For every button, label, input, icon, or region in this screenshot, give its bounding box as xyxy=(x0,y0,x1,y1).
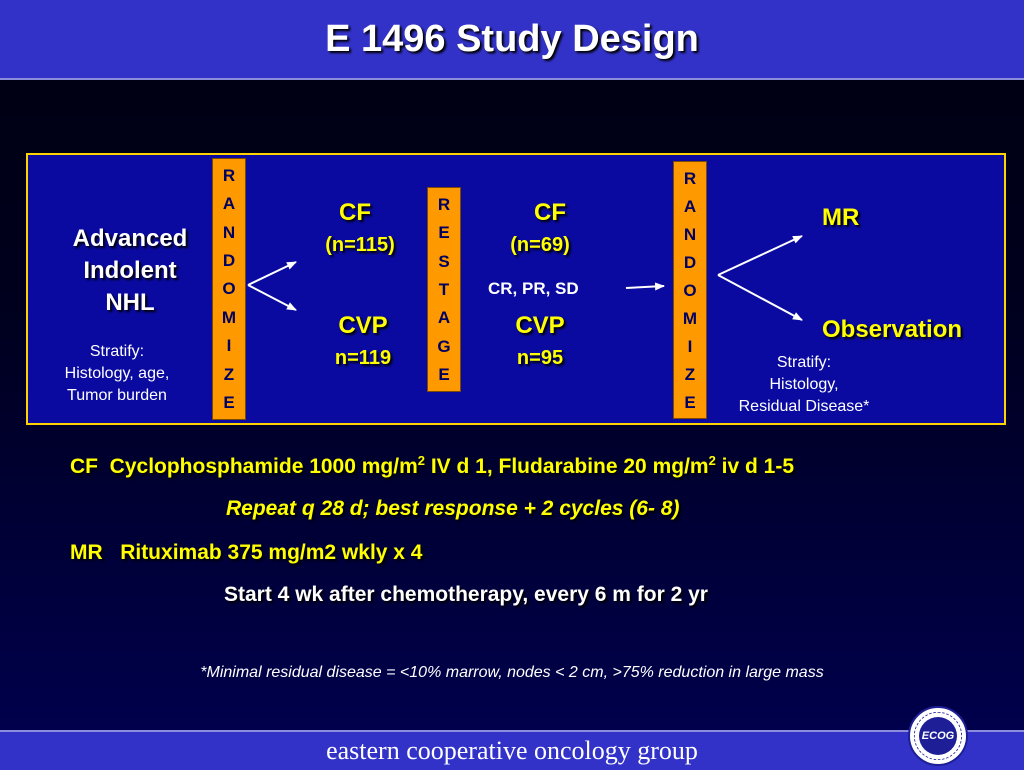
arm-name: CVP xyxy=(515,312,565,339)
slide-title: E 1496 Study Design xyxy=(325,17,699,60)
mr-text: Rituximab 375 mg/m2 wkly x 4 xyxy=(120,541,423,564)
logo-text: ECOG xyxy=(921,730,955,742)
ecog-logo xyxy=(908,706,968,766)
arm2-cvp-n xyxy=(485,345,595,371)
arm1-cf-n xyxy=(300,232,420,258)
arm2-cf xyxy=(495,199,605,227)
cf-text-a: Cyclophosphamide 1000 mg/m xyxy=(109,455,418,478)
letter: I xyxy=(687,336,693,356)
arm-n: n=119 xyxy=(334,347,392,369)
logo-ring xyxy=(914,712,962,760)
arm-name: CF xyxy=(339,199,371,226)
footnote: *Minimal residual disease = <10% marrow, nodes < 2 cm, >75% reduction in large mass xyxy=(200,664,824,681)
restage-box xyxy=(427,187,461,392)
stratify-left xyxy=(42,341,192,407)
letter: N xyxy=(683,224,697,244)
arm-n: (n=115) xyxy=(325,234,395,256)
letter: O xyxy=(222,279,236,299)
title-bar xyxy=(0,0,1024,80)
stratify-line: Tumor burden xyxy=(67,387,167,404)
cf-definition xyxy=(70,453,794,479)
letter: G xyxy=(437,336,451,356)
letter: R xyxy=(222,165,236,185)
repeat-note: Repeat q 28 d; best response + 2 cycles (6- 8) xyxy=(226,497,680,520)
letter: R xyxy=(683,168,697,188)
arm-name: CF xyxy=(534,199,566,226)
letter: D xyxy=(222,251,236,271)
letter: E xyxy=(684,392,696,412)
letter: R xyxy=(437,194,451,214)
start-note: Start 4 wk after chemotherapy, every 6 m for 2 yr xyxy=(224,583,708,606)
stratify-line: Histology, age, xyxy=(64,365,170,382)
superscript: 2 xyxy=(417,453,425,468)
letter: E xyxy=(223,393,235,413)
outcome-mr: MR xyxy=(822,204,860,231)
letter: E xyxy=(438,223,450,243)
letter: Z xyxy=(223,364,235,384)
letter: A xyxy=(683,196,697,216)
superscript: 2 xyxy=(708,453,716,468)
arm2-cf-n xyxy=(485,232,595,258)
cf-label: CF xyxy=(70,455,98,478)
letter: D xyxy=(683,252,697,272)
mr-label: MR xyxy=(70,541,103,564)
population-line: Indolent xyxy=(83,257,177,284)
letter: A xyxy=(437,308,451,328)
letter: Z xyxy=(684,364,696,384)
letter: E xyxy=(438,365,450,385)
stratify-line: Histology, xyxy=(769,376,839,393)
population-label xyxy=(50,223,210,319)
randomize-box-2 xyxy=(673,161,707,419)
letter: S xyxy=(438,251,450,271)
letter: N xyxy=(222,222,236,242)
arm1-cvp-n xyxy=(308,345,418,371)
letter: O xyxy=(683,280,697,300)
arm1-cf xyxy=(300,199,410,227)
cf-text-c: iv d 1-5 xyxy=(715,455,795,478)
letter: I xyxy=(226,336,232,356)
arm-name: CVP xyxy=(338,312,388,339)
stratify-line: Residual Disease* xyxy=(738,398,870,415)
letter: A xyxy=(222,194,236,214)
arm-n: (n=69) xyxy=(510,234,570,256)
letter: T xyxy=(438,279,450,299)
population-line: NHL xyxy=(105,289,155,316)
randomize-box-1 xyxy=(212,158,246,420)
arm-n: n=95 xyxy=(516,347,564,369)
cf-text-b: IV d 1, Fludarabine 20 mg/m xyxy=(425,455,709,478)
outcome-observation: Observation xyxy=(822,316,963,343)
population-line: Advanced xyxy=(72,225,188,252)
mr-definition xyxy=(70,541,422,565)
footer-text: eastern cooperative oncology group xyxy=(326,736,698,765)
arm1-cvp xyxy=(308,312,418,340)
stratify-right xyxy=(718,352,890,418)
stratify-line: Stratify: xyxy=(776,354,832,371)
response-label: CR, PR, SD xyxy=(488,279,579,298)
stratify-line: Stratify: xyxy=(89,343,145,360)
arm2-cvp xyxy=(485,312,595,340)
footer-bar xyxy=(0,730,1024,770)
letter: M xyxy=(682,308,698,328)
letter: M xyxy=(221,307,237,327)
